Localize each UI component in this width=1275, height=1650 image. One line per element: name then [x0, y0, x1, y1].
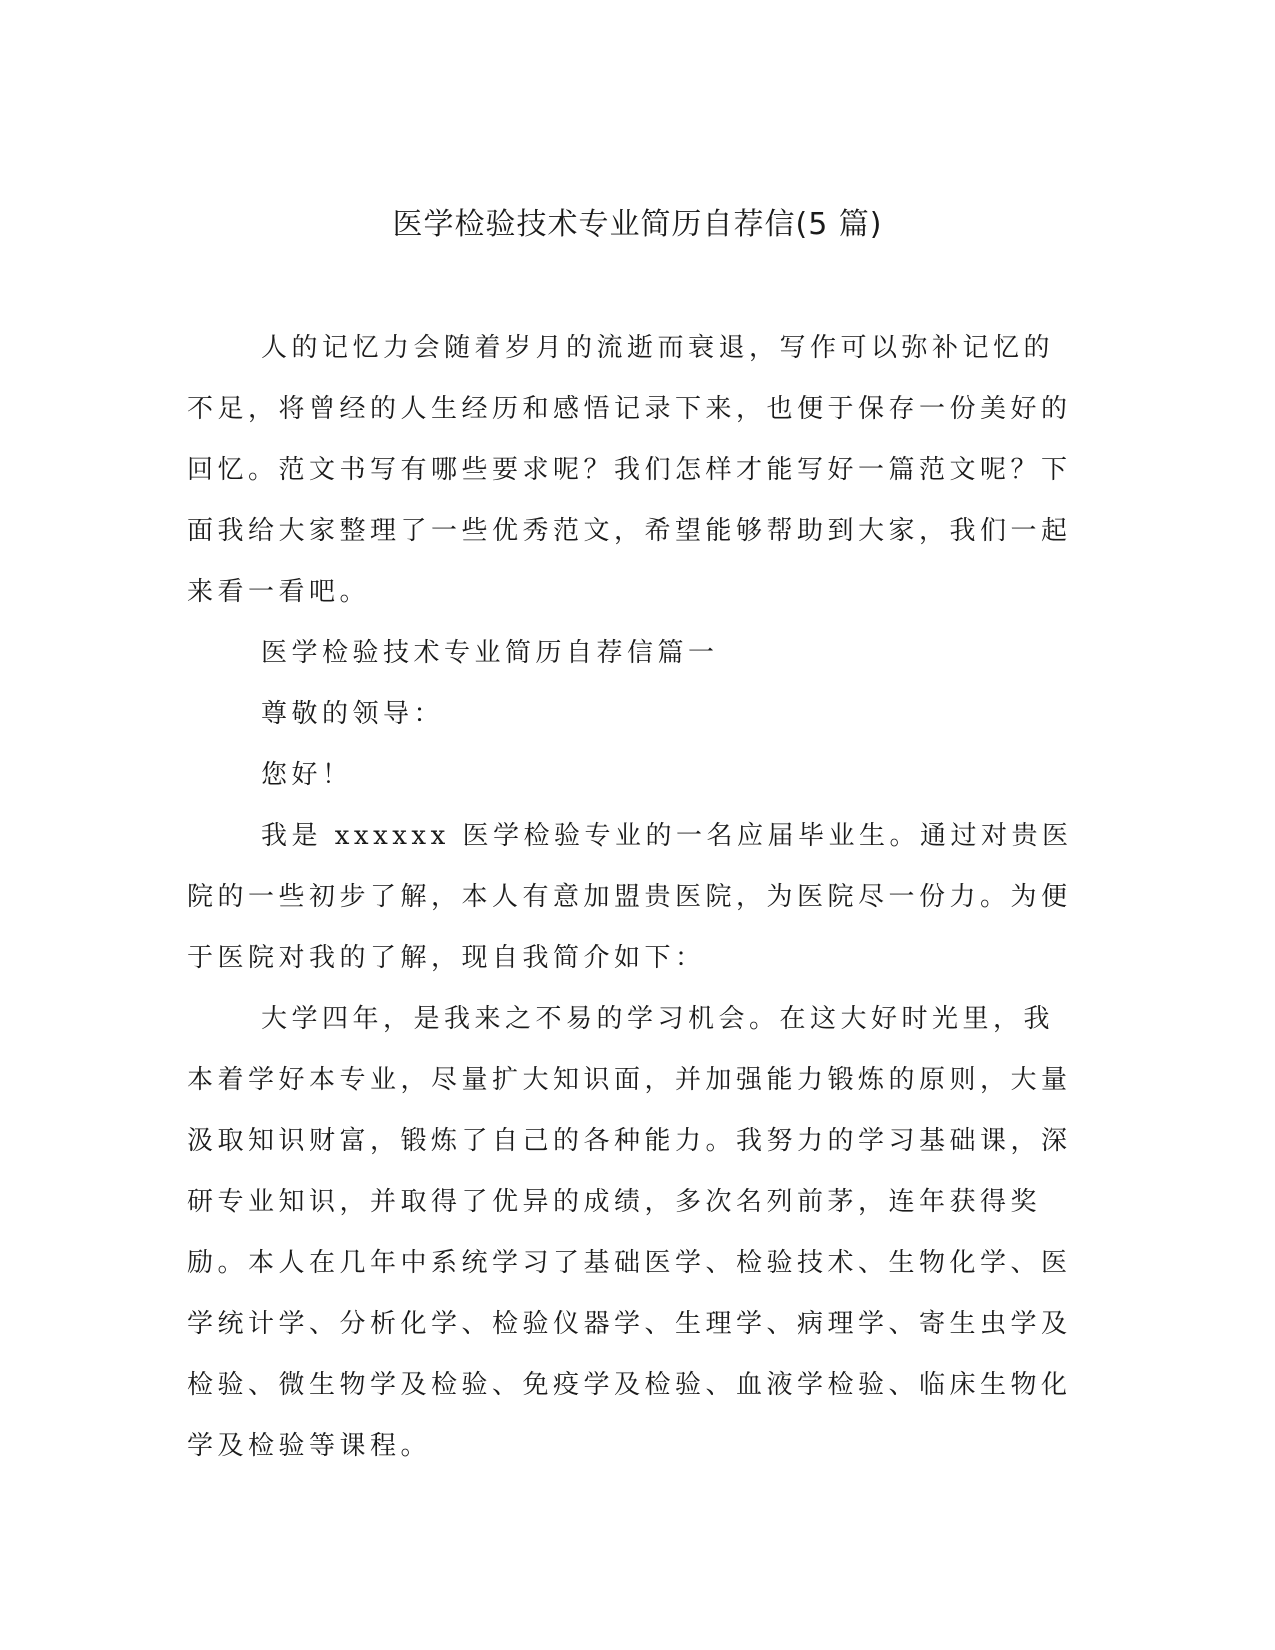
self-introduction-paragraph: 我是 xxxxxx 医学检验专业的一名应届毕业生。通过对贵医院的一些初步了解，本人有意加盟贵医院，为医院尽一份力。为便于医院对我的了解，现自我简介如下：	[187, 821, 1073, 973]
intro-paragraph: 人的记忆力会随着岁月的流逝而衰退，写作可以弥补记忆的不足，将曾经的人生经历和感悟记录下来，也便于保存一份美好的回忆。范文书写有哪些要求呢？我们怎样才能写好一篇范文呢？下面我给大家整理了一些优秀范文，希望能够帮助到大家，我们一起来看一看吧。	[187, 333, 1072, 607]
section-heading: 医学检验技术专业简历自荐信篇一	[261, 638, 719, 668]
document-body	[187, 318, 1077, 1477]
study-paragraph: 大学四年，是我来之不易的学习机会。在这大好时光里，我本着学好本专业，尽量扩大知识面，并加强能力锻炼的原则，大量汲取知识财富，锻炼了自己的各种能力。我努力的学习基础课，深研专业知识，并取得了优异的成绩，多次名列前茅，连年获得奖励。本人在几年中系统学习了基础医学、检验技术、生物化学、医学统计学、分析化学、检验仪器学、生理学、病理学、寄生虫学及检验、微生物学及检验、免疫学及检验、血液学检验、临床生物化学及检验等课程。	[187, 1004, 1072, 1461]
salutation: 尊敬的领导：	[261, 699, 445, 729]
greeting: 您好！	[261, 760, 353, 790]
document-title: 医学检验技术专业简历自荐信(5 篇)	[392, 207, 883, 242]
